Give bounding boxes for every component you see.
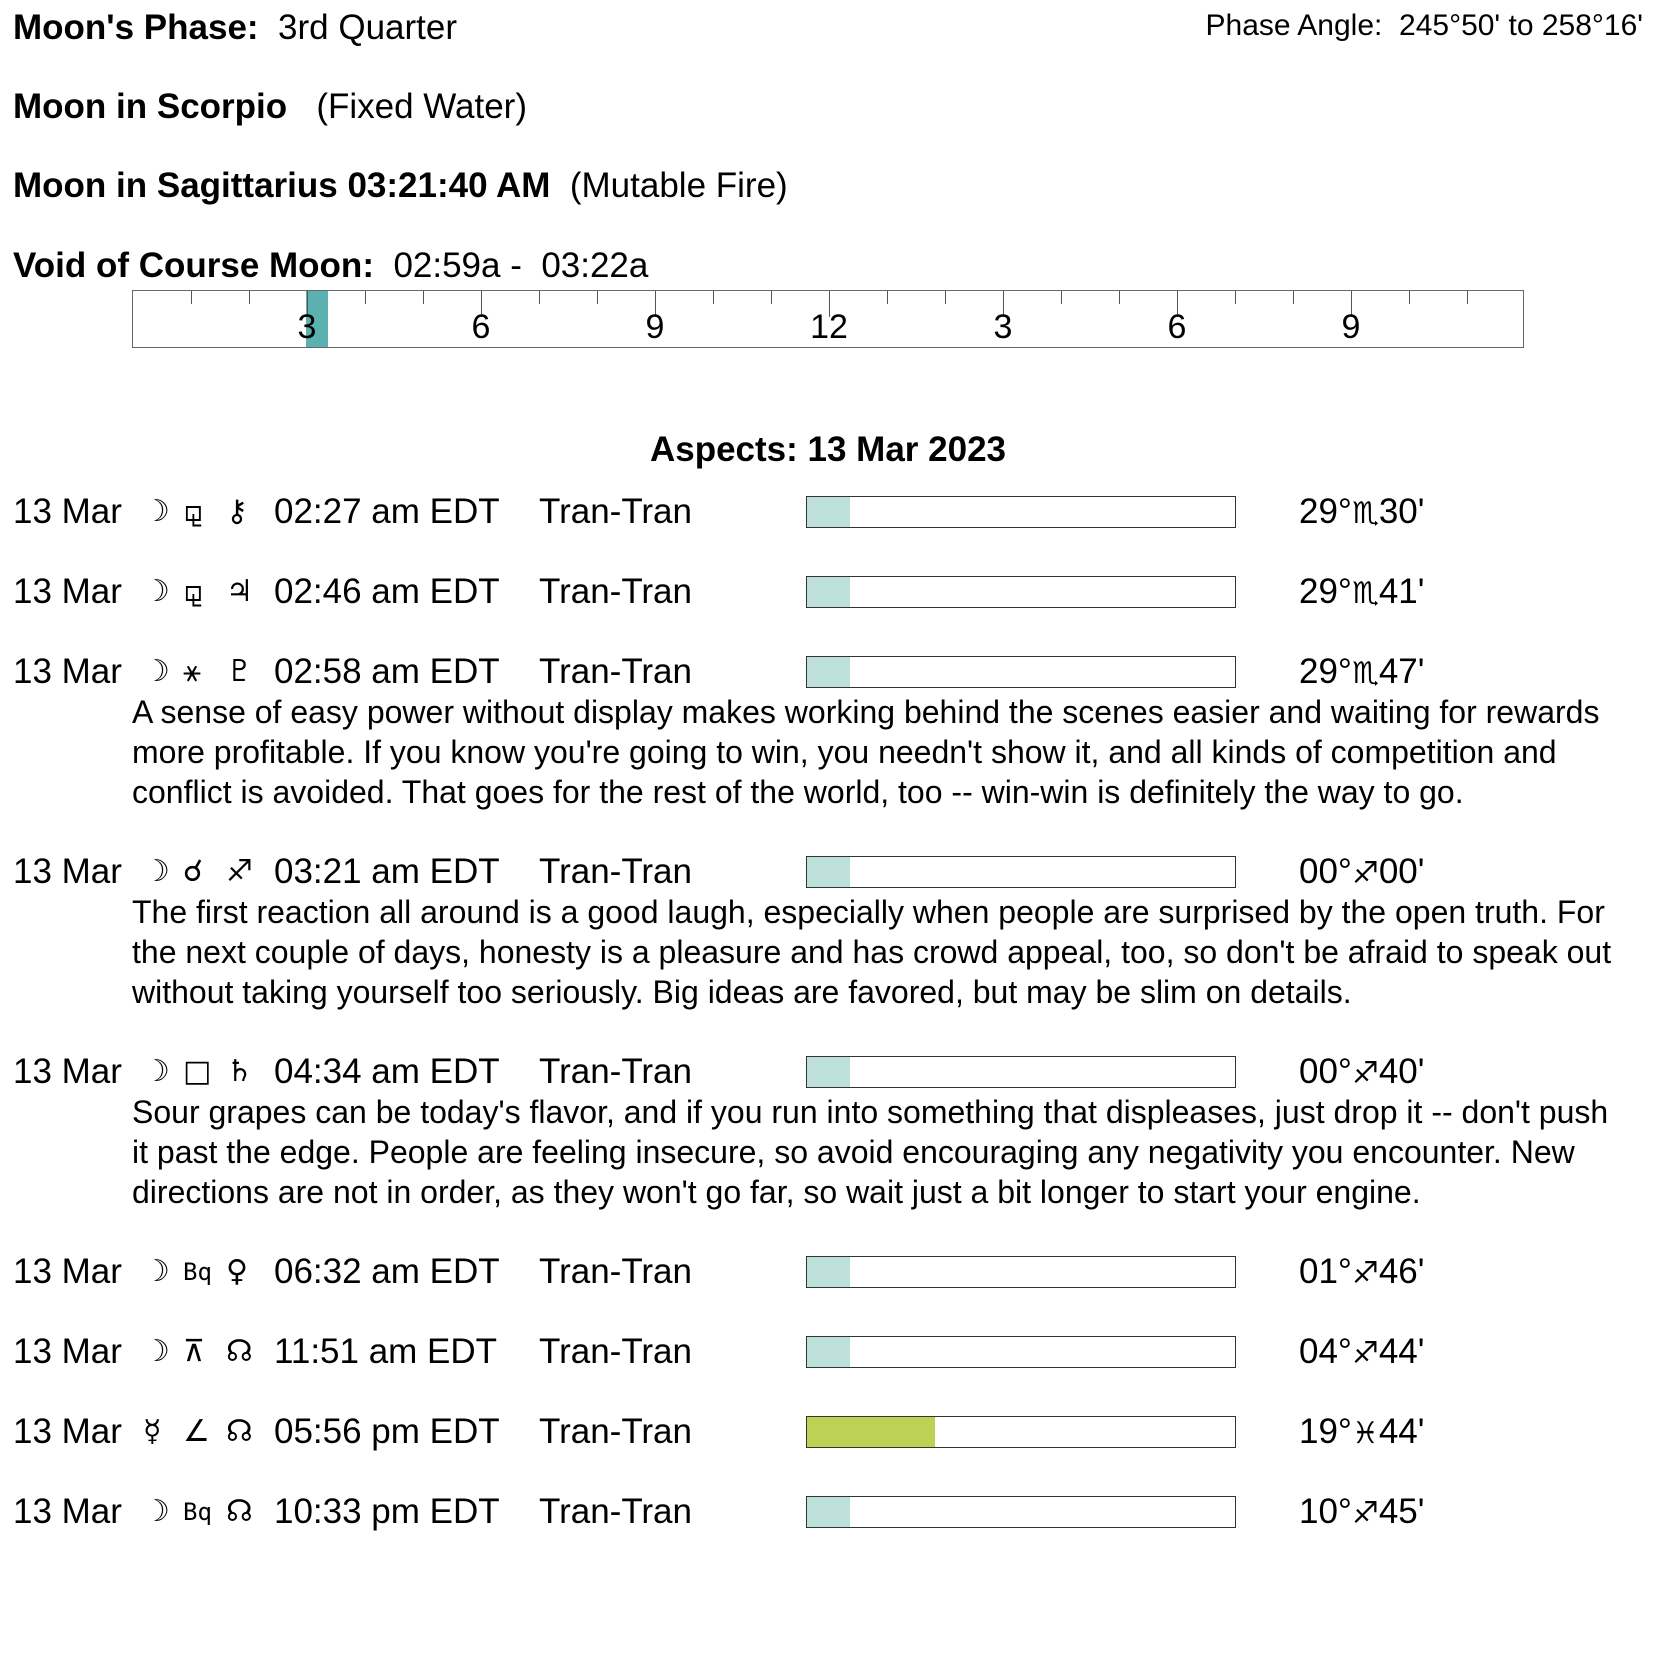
aspect-position <box>1299 652 1424 694</box>
zodiac-sign-icon: ♐ <box>1351 1056 1379 1091</box>
aspect-time: 06:32 am EDT <box>274 1252 500 1291</box>
planet-glyph-icon: ☽ <box>143 1254 170 1289</box>
aspect-date: 13 Mar <box>13 572 122 611</box>
aspect-description: A sense of easy power without display makes working behind the scenes easier and waiting for rewards more profitable. If you know you're going to win, you needn't show it, and all kinds of competition and conflict is avoided. That goes for the rest of the world, too -- win-win is definitely the way to go. <box>132 694 1600 810</box>
timeline-tick <box>539 291 540 304</box>
aspect-date: 13 Mar <box>13 1052 122 1091</box>
position-degree: 29° <box>1299 492 1352 531</box>
planet-glyph-icon: ☿ <box>143 1414 162 1449</box>
timeline-tick <box>771 291 772 304</box>
planet-glyph-icon: ♀ <box>226 1254 248 1289</box>
aspect-type: Tran-Tran <box>539 1332 692 1371</box>
position-minute: 47' <box>1378 652 1425 691</box>
timeline-tick <box>713 291 714 304</box>
planet-glyph-icon: ☊ <box>226 1414 253 1449</box>
aspect-row <box>13 1492 1653 1532</box>
aspect-description: Sour grapes can be today's flavor, and if you run into something that displeases, just drop it -- don't push it past the edge. People are feeling insecure, so avoid encouraging any negativity you encounter. New directions are not in order, as they won't go far, so wait just a bit longer to start your engine. <box>132 1094 1609 1210</box>
aspect-strength-bar <box>806 1416 1236 1448</box>
aspect-glyph-icon: ⊼ <box>183 1334 205 1369</box>
timeline-tick <box>1467 291 1468 304</box>
timeline-tick <box>945 291 946 304</box>
moon-sign-line-1 <box>13 87 527 127</box>
timeline-hour-label: 6 <box>1167 308 1187 346</box>
moon-sign-2-label: Moon in Sagittarius 03:21:40 AM <box>13 166 551 205</box>
aspect-position <box>1299 852 1424 894</box>
timeline-tick <box>249 291 250 304</box>
aspect-position <box>1299 1492 1424 1534</box>
planet-glyph-icon: ☽ <box>143 1054 170 1089</box>
aspect-row <box>13 852 1653 892</box>
aspect-date: 13 Mar <box>13 852 122 891</box>
timeline-tick <box>1061 291 1062 304</box>
aspect-strength-bar <box>806 656 1236 688</box>
zodiac-sign-icon: ♐ <box>1351 1256 1379 1291</box>
aspect-glyph-icon: ⚼ <box>183 494 204 529</box>
aspect-strength-bar <box>806 1496 1236 1528</box>
moon-sign-1-detail: (Fixed Water) <box>316 87 527 126</box>
aspect-glyph-icon: ⚼ <box>183 574 204 609</box>
timeline-hour-label: 9 <box>1341 308 1361 346</box>
zodiac-sign-icon: ♓ <box>1351 1416 1379 1451</box>
planet-glyph-icon: ♃ <box>226 574 253 609</box>
position-degree: 19° <box>1299 1412 1352 1451</box>
timeline-tick <box>597 291 598 304</box>
position-degree: 29° <box>1299 652 1352 691</box>
position-degree: 04° <box>1299 1332 1352 1371</box>
position-minute: 44' <box>1378 1332 1425 1371</box>
aspect-type: Tran-Tran <box>539 1052 692 1091</box>
moon-phase-label: Moon's Phase: <box>13 8 259 47</box>
aspect-strength-fill <box>807 1257 850 1287</box>
planet-glyph-icon: ☊ <box>226 1494 253 1529</box>
aspect-strength-fill <box>807 577 850 607</box>
aspect-position <box>1299 1332 1424 1374</box>
phase-angle-value: 245°50' to 258°16' <box>1399 9 1643 42</box>
moon-sign-2-detail: (Mutable Fire) <box>569 166 788 205</box>
timeline-hour-label: 6 <box>471 308 491 346</box>
timeline-tick <box>1293 291 1294 304</box>
aspect-date: 13 Mar <box>13 1412 122 1451</box>
aspect-row <box>13 572 1653 612</box>
aspect-type: Tran-Tran <box>539 572 692 611</box>
aspect-date: 13 Mar <box>13 652 122 691</box>
planet-glyph-icon: ♄ <box>226 1054 253 1089</box>
voc-label: Void of Course Moon: <box>13 246 374 285</box>
timeline-hour-label: 3 <box>993 308 1013 346</box>
position-minute: 45' <box>1378 1492 1425 1531</box>
aspect-strength-fill <box>807 1417 935 1447</box>
voc-value: 02:59a - 03:22a <box>393 246 649 285</box>
phase-angle <box>1206 8 1643 44</box>
position-minute: 00' <box>1378 852 1425 891</box>
aspect-date: 13 Mar <box>13 492 122 531</box>
zodiac-sign-icon: ♏ <box>1351 656 1379 691</box>
timeline-tick <box>365 291 366 304</box>
aspect-glyph-icon: □ <box>183 1054 212 1089</box>
aspect-description: The first reaction all around is a good laugh, especially when people are surprised by the open truth. For the next couple of days, honesty is a pleasure and has crowd appeal, too, so don't be afraid to speak out without taking yourself too seriously. Big ideas are favored, but may be slim on details. <box>132 894 1612 1010</box>
planet-glyph-icon: ☊ <box>226 1334 253 1369</box>
position-degree: 10° <box>1299 1492 1352 1531</box>
position-degree: 01° <box>1299 1252 1352 1291</box>
aspect-row <box>13 1052 1653 1092</box>
position-minute: 46' <box>1378 1252 1425 1291</box>
aspect-type: Tran-Tran <box>539 852 692 891</box>
aspect-time: 02:27 am EDT <box>274 492 500 531</box>
aspect-row <box>13 1332 1653 1372</box>
position-minute: 41' <box>1378 572 1425 611</box>
aspect-position <box>1299 492 1424 534</box>
aspect-strength-fill <box>807 1497 850 1527</box>
position-minute: 44' <box>1378 1412 1425 1451</box>
aspect-strength-bar <box>806 856 1236 888</box>
aspect-time: 03:21 am EDT <box>274 852 500 891</box>
aspect-glyph-icon: Bq <box>183 1498 212 1526</box>
zodiac-sign-icon: ♐ <box>1351 856 1379 891</box>
aspect-time: 02:46 am EDT <box>274 572 500 611</box>
aspect-date: 13 Mar <box>13 1332 122 1371</box>
aspect-time: 05:56 pm EDT <box>274 1412 500 1451</box>
aspect-position <box>1299 572 1424 614</box>
aspect-type: Tran-Tran <box>539 1412 692 1451</box>
planet-glyph-icon: ☽ <box>143 494 170 529</box>
aspect-glyph-icon: ⚹ <box>183 654 201 689</box>
zodiac-sign-icon: ♐ <box>1351 1336 1379 1371</box>
planet-glyph-icon: ☽ <box>143 854 170 889</box>
timeline-tick <box>1119 291 1120 304</box>
aspect-row <box>13 1412 1653 1452</box>
zodiac-sign-icon: ♐ <box>1351 1496 1379 1531</box>
position-degree: 00° <box>1299 1052 1352 1091</box>
timeline-tick <box>423 291 424 304</box>
aspect-glyph-icon: ☌ <box>183 854 204 889</box>
aspect-strength-bar <box>806 1056 1236 1088</box>
void-of-course-timeline <box>132 290 1524 348</box>
aspect-strength-fill <box>807 1057 850 1087</box>
aspect-strength-fill <box>807 497 850 527</box>
aspect-time: 02:58 am EDT <box>274 652 500 691</box>
position-degree: 29° <box>1299 572 1352 611</box>
aspect-strength-fill <box>807 1337 850 1367</box>
aspect-type: Tran-Tran <box>539 492 692 531</box>
timeline-tick <box>1235 291 1236 304</box>
planet-glyph-icon: ⚷ <box>226 494 248 529</box>
aspect-position <box>1299 1252 1424 1294</box>
position-minute: 30' <box>1378 492 1425 531</box>
aspect-type: Tran-Tran <box>539 1252 692 1291</box>
aspect-row <box>13 492 1653 532</box>
planet-glyph-icon: ☽ <box>143 1334 170 1369</box>
planet-glyph-icon: ☽ <box>143 1494 170 1529</box>
moon-phase-value: 3rd Quarter <box>278 8 458 47</box>
aspect-glyph-icon: Bq <box>183 1258 212 1286</box>
aspect-time: 11:51 am EDT <box>274 1332 498 1371</box>
aspect-strength-fill <box>807 857 850 887</box>
aspect-time: 10:33 pm EDT <box>274 1492 500 1531</box>
aspect-strength-bar <box>806 576 1236 608</box>
moon-phase-line <box>13 8 457 48</box>
aspect-date: 13 Mar <box>13 1252 122 1291</box>
timeline-hour-label: 12 <box>810 308 848 346</box>
aspect-strength-bar <box>806 496 1236 528</box>
void-of-course-line <box>13 246 648 286</box>
moon-sign-1-label: Moon in Scorpio <box>13 87 288 126</box>
aspect-row <box>13 652 1653 692</box>
phase-angle-label: Phase Angle: <box>1205 9 1383 42</box>
aspect-glyph-icon: ∠ <box>183 1414 210 1449</box>
zodiac-sign-icon: ♏ <box>1351 496 1379 531</box>
aspect-strength-bar <box>806 1336 1236 1368</box>
aspect-date: 13 Mar <box>13 1492 122 1531</box>
aspect-strength-bar <box>806 1256 1236 1288</box>
planet-glyph-icon: ☽ <box>143 654 170 689</box>
planet-glyph-icon: ♇ <box>226 654 253 689</box>
aspect-position <box>1299 1052 1424 1094</box>
aspects-title: Aspects: 13 Mar 2023 <box>649 430 1007 469</box>
timeline-tick <box>887 291 888 304</box>
aspect-type: Tran-Tran <box>539 652 692 691</box>
planet-glyph-icon: ♐ <box>226 854 253 889</box>
timeline-tick <box>1409 291 1410 304</box>
aspect-row <box>13 1252 1653 1292</box>
timeline-hour-label: 3 <box>297 308 317 346</box>
aspect-position <box>1299 1412 1424 1454</box>
aspect-strength-fill <box>807 657 850 687</box>
aspect-type: Tran-Tran <box>539 1492 692 1531</box>
planet-glyph-icon: ☽ <box>143 574 170 609</box>
timeline-tick <box>191 291 192 304</box>
zodiac-sign-icon: ♏ <box>1351 576 1379 611</box>
position-degree: 00° <box>1299 852 1352 891</box>
moon-sign-line-2 <box>13 166 788 206</box>
aspect-time: 04:34 am EDT <box>274 1052 500 1091</box>
position-minute: 40' <box>1378 1052 1425 1091</box>
timeline-hour-label: 9 <box>645 308 665 346</box>
